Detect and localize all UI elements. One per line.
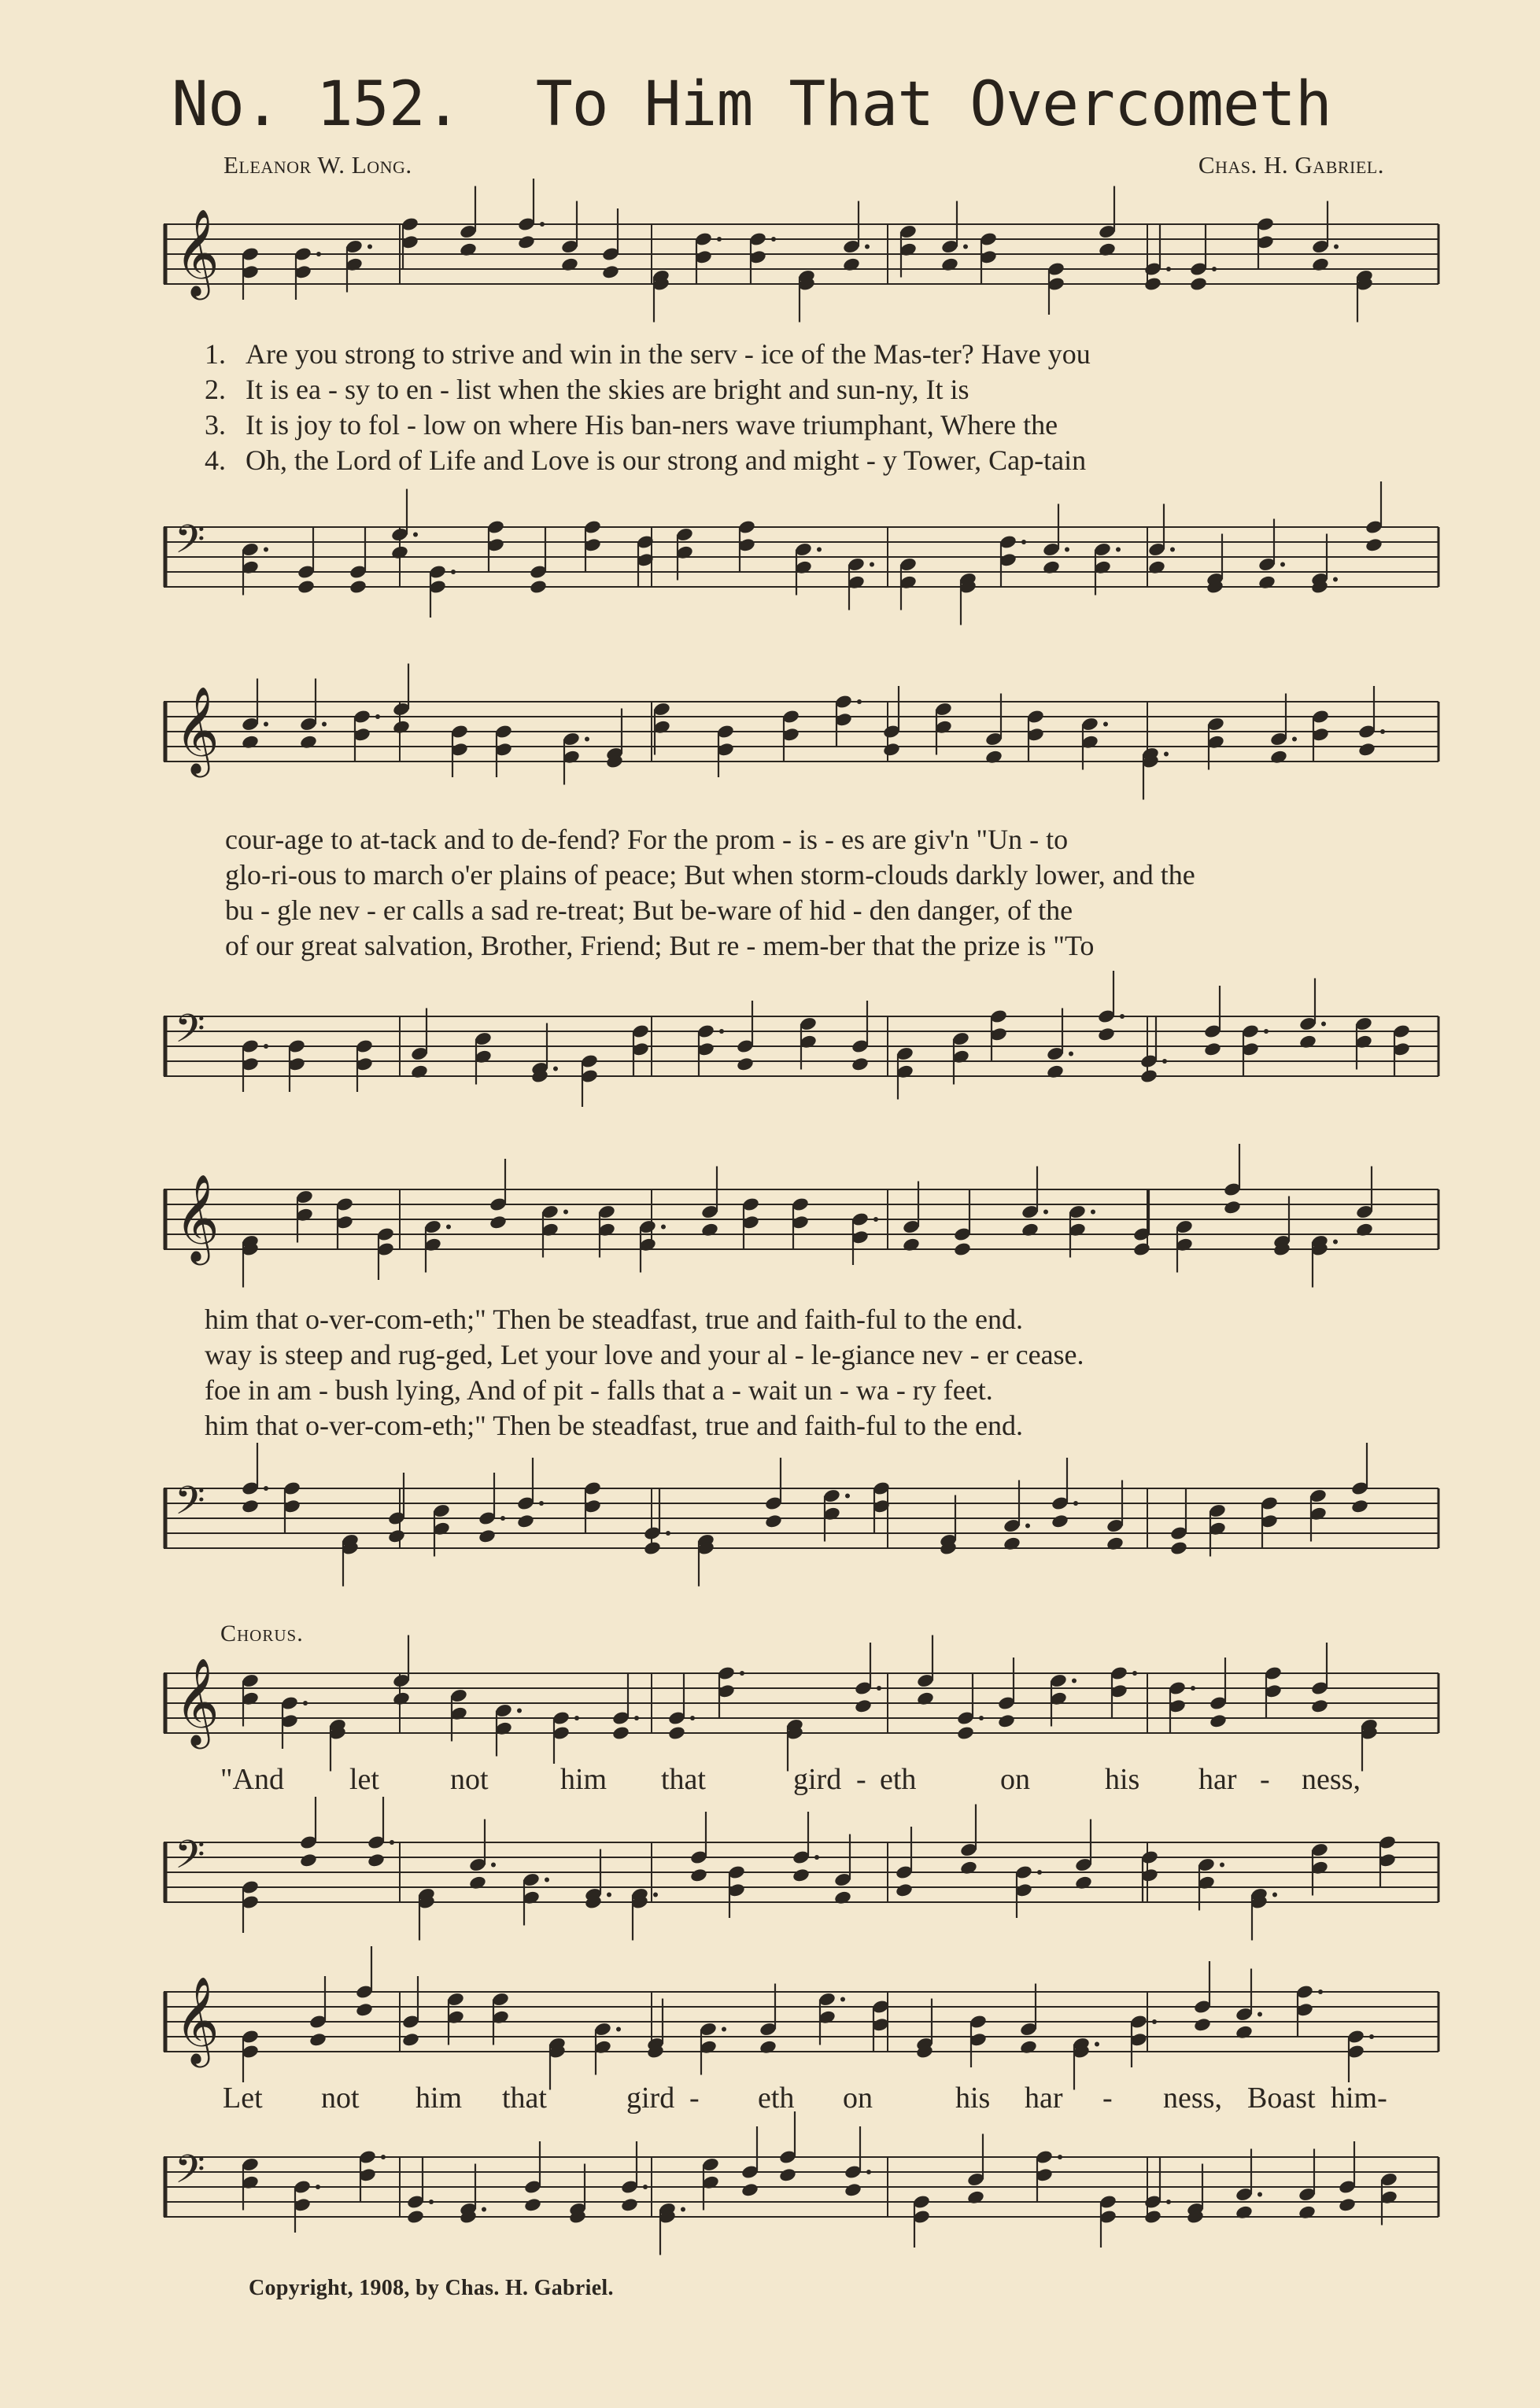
verse-line: 2. It is ea - sy to en - list when the skies are bright and sun-ny, It is: [205, 374, 969, 405]
treble-staff-2: [164, 653, 1438, 810]
bass-staff-5: [164, 2124, 1438, 2250]
svg-text:𝄢: 𝄢: [175, 1831, 205, 1887]
chorus-word: him-: [1331, 2082, 1387, 2115]
verse-line: foe in am - bush lying, And of pit - falls that a - wait un - wa - ry feet.: [205, 1374, 993, 1406]
chorus-word: not: [450, 1763, 489, 1796]
chorus-label: Chorus.: [220, 1621, 304, 1647]
svg-text:𝄞: 𝄞: [175, 1657, 220, 1746]
music-system-3: [164, 1149, 1438, 1605]
verse-line: of our great salvation, Brother, Friend; But re - mem-ber that the prize is "To: [225, 930, 1095, 961]
svg-text:𝄞: 𝄞: [175, 1975, 220, 2064]
treble-staff-1: [164, 187, 1438, 321]
chorus-word: -: [856, 1763, 866, 1796]
verse-block-1: [164, 337, 1091, 478]
svg-text:𝄞: 𝄞: [175, 208, 220, 297]
chorus-word: har: [1025, 2082, 1063, 2115]
chorus-word: -: [1102, 2082, 1113, 2115]
lyricist-credit: Eleanor W. Long.: [223, 151, 412, 179]
chorus-word: -: [689, 2082, 700, 2115]
music-system-2: [164, 653, 1438, 1125]
chorus-word: Let: [223, 2082, 263, 2115]
chorus-word: let: [349, 1763, 379, 1796]
chorus-word: ness,: [1163, 2082, 1222, 2115]
verse-line: way is steep and rug-ged, Let your love and your al - le-giance nev - er cease.: [205, 1339, 1084, 1370]
chorus-word: his: [1105, 1763, 1140, 1796]
composer-credit: Chas. H. Gabriel.: [1198, 151, 1384, 179]
chorus-word: not: [321, 2082, 360, 2115]
hymn-title-line: [172, 69, 1331, 140]
chorus-word: that: [661, 1763, 706, 1796]
verse-line: him that o-ver-com-eth;" Then be steadfast, true and faith-ful to the end.: [205, 1304, 1023, 1335]
bass-staff-2: [164, 975, 1438, 1117]
copyright-notice: Copyright, 1908, by Chas. H. Gabriel.: [249, 2276, 614, 2300]
chorus-word: Boast: [1247, 2082, 1316, 2115]
verse-line: 4. Oh, the Lord of Life and Love is our strong and might - y Tower, Cap-tain: [205, 444, 1087, 476]
verse-line: 1. Are you strong to strive and win in the serv - ice of the Mas-ter? Have you: [205, 338, 1091, 370]
bass-staff-3: [164, 1451, 1438, 1585]
bass-staff-1: [164, 486, 1438, 628]
chorus-word: "And: [220, 1763, 284, 1796]
chorus-word: that: [502, 2082, 547, 2115]
chorus-word: gird: [793, 1763, 842, 1796]
chorus-word: on: [843, 2082, 873, 2115]
verse-line: glo-ri-ous to march o'er plains of peace; But when storm-clouds darkly lower, and the: [225, 859, 1195, 891]
verse-line: 3. It is joy to fol - low on where His ban-ners wave triumphant, Where the: [205, 409, 1058, 441]
verse-block-2: [164, 822, 1195, 964]
hymn-title: To Him That Overcometh: [535, 69, 1331, 140]
chorus-word: his: [955, 2082, 991, 2115]
music-system-5: [164, 1963, 1438, 2254]
treble-staff-5: [164, 1963, 1438, 2081]
svg-text:𝄞: 𝄞: [175, 1173, 220, 1262]
verse-line: cour-age to at-tack and to de-fend? For the prom - is - es are giv'n "Un - to: [225, 824, 1069, 855]
verse-line: him that o-ver-com-eth;" Then be steadfast, true and faith-ful to the end.: [205, 1410, 1023, 1441]
chorus-word: eth: [758, 2082, 795, 2115]
svg-text:𝄢: 𝄢: [175, 1005, 205, 1061]
hymn-number: No. 152.: [172, 69, 461, 140]
music-system-4: [164, 1621, 1438, 1935]
chorus-word: gird: [626, 2082, 675, 2115]
chorus-word: eth: [880, 1763, 917, 1796]
chorus-word: him: [560, 1763, 608, 1796]
chorus-word: ness,: [1302, 1763, 1361, 1796]
chorus-word: him: [415, 2082, 463, 2115]
bass-staff-4: [164, 1809, 1438, 1935]
svg-text:𝄢: 𝄢: [175, 2146, 205, 2202]
music-system-1: [164, 187, 1438, 628]
svg-text:𝄞: 𝄞: [175, 685, 220, 774]
treble-staff-3: [164, 1149, 1438, 1290]
chorus-word: -: [1260, 1763, 1270, 1796]
chorus-word: har: [1198, 1763, 1237, 1796]
verse-block-3: [164, 1302, 1084, 1444]
chorus-word: on: [1000, 1763, 1030, 1796]
svg-text:𝄢: 𝄢: [175, 516, 205, 572]
svg-text:𝄢: 𝄢: [175, 1477, 205, 1533]
treble-staff-4: [164, 1636, 1438, 1770]
verse-line: bu - gle nev - er calls a sad re-treat; But be-ware of hid - den danger, of the: [225, 894, 1073, 926]
